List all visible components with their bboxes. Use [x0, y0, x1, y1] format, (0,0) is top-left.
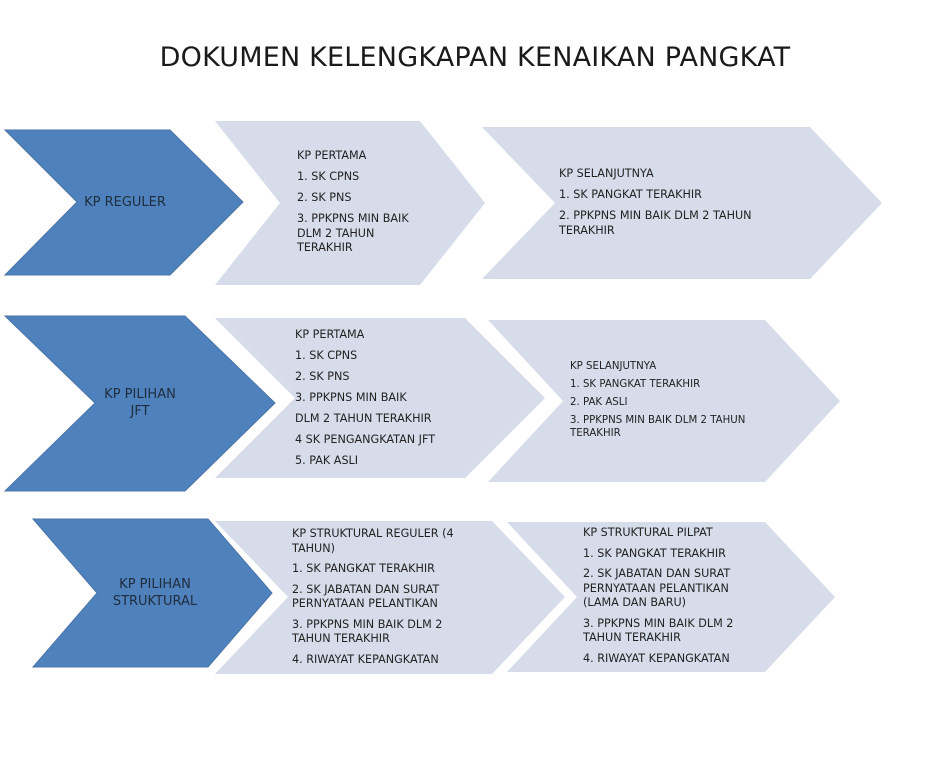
list-reguler-pertama — [297, 149, 437, 262]
list-item: 4. RIWAYAT KEPANGKATAN — [292, 652, 439, 666]
list-item: 2. PPKPNS MIN BAIK DLM 2 TAHUN TERAKHIR — [559, 209, 752, 237]
list-item: 2. SK PNS — [295, 370, 350, 383]
label-kp-reguler: KP REGULER — [84, 195, 166, 210]
list-item: 3. PPKPNS MIN BAIK — [295, 391, 407, 404]
list-item: 2. SK PNS — [297, 191, 352, 204]
list-item: 2. SK JABATAN DAN SURAT PERNYATAAN PELANTIKAN (LAMA DAN BARU) — [583, 567, 731, 609]
list-item: 1. SK PANGKAT TERAKHIR — [583, 546, 726, 560]
list-item: 1. SK PANGKAT TERAKHIR — [292, 562, 435, 575]
list-item: KP STRUKTURAL PILPAT — [583, 526, 713, 539]
list-item: 1. SK PANGKAT TERAKHIR — [559, 188, 702, 201]
list-item: 1. SK CPNS — [295, 349, 358, 362]
label-kp-struktural: KP PILIHAN STRUKTURAL — [112, 577, 198, 609]
list-item: 1. SK PANGKAT TERAKHIR — [570, 379, 701, 390]
list-jft-selanjutnya — [570, 360, 755, 445]
list-item: 4 SK PENGANGKATAN JFT — [295, 433, 436, 446]
label-kp-jft: KP PILIHAN JFT — [104, 387, 176, 419]
page-title: DOKUMEN KELENGKAPAN KENAIKAN PANGKAT — [159, 42, 791, 73]
list-item: KP SELANJUTNYA — [559, 167, 654, 180]
list-item: 3. PPKPNS MIN BAIK DLM 2 TAHUN TERAKHIR — [570, 415, 746, 439]
list-item: KP STRUKTURAL REGULER (4 TAHUN) — [292, 527, 454, 555]
list-item: 1. SK CPNS — [297, 170, 360, 183]
list-struktural-pilpat — [583, 526, 753, 672]
list-item: KP PERTAMA — [295, 328, 365, 341]
list-item: 2. SK JABATAN DAN SURAT PERNYATAAN PELANTIKAN — [292, 582, 440, 610]
list-struktural-reguler — [292, 527, 464, 673]
list-jft-pertama — [295, 328, 465, 475]
list-item: 3. PPKPNS MIN BAIK DLM 2 TAHUN TERAKHIR — [292, 617, 443, 645]
list-item: 3. PPKPNS MIN BAIK DLM 2 TAHUN TERAKHIR — [297, 212, 409, 254]
list-item: KP SELANJUTNYA — [570, 361, 657, 372]
list-item: 5. PAK ASLI — [295, 454, 359, 467]
list-reguler-selanjutnya — [559, 167, 774, 245]
list-item: 3. PPKPNS MIN BAIK DLM 2 TAHUN TERAKHIR — [583, 616, 734, 644]
list-item: 4. RIWAYAT KEPANGKATAN — [583, 651, 730, 665]
list-item: KP PERTAMA — [297, 149, 367, 162]
list-item: 2. PAK ASLI — [570, 397, 628, 408]
list-item: DLM 2 TAHUN TERAKHIR — [295, 412, 432, 425]
